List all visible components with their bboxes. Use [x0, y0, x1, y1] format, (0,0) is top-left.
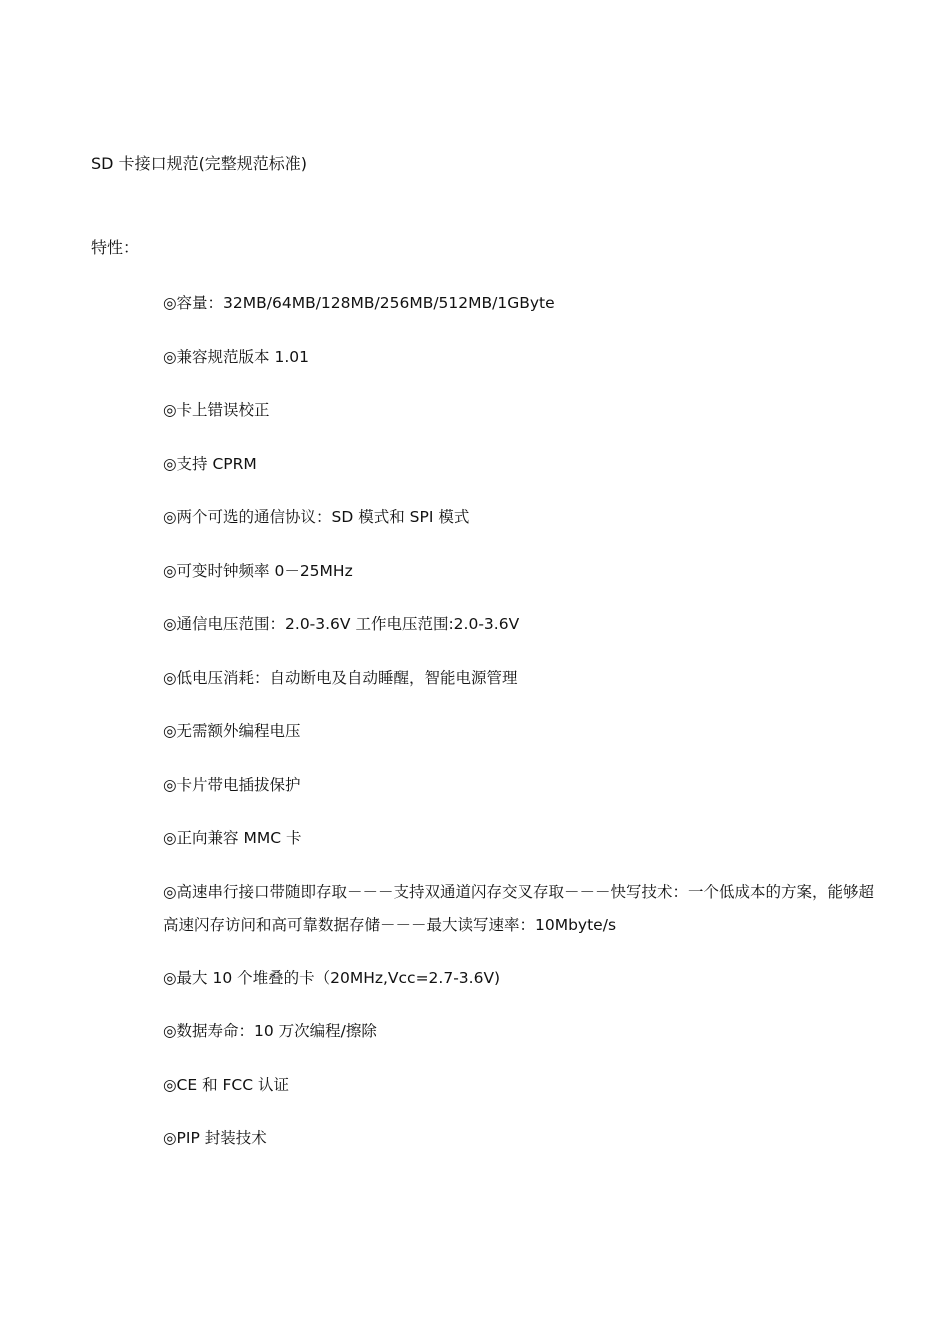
feature-item-hot-plug: ◎卡片带电插拔保护: [163, 775, 301, 794]
feature-item-pip: ◎PIP 封装技术: [163, 1129, 267, 1147]
feature-item-low-power: ◎低电压消耗：自动断电及自动睡醒，智能电源管理: [163, 668, 518, 687]
feature-item-certification: ◎CE 和 FCC 认证: [163, 1075, 289, 1094]
feature-item-voltage: ◎通信电压范围：2.0-3.6V 工作电压范围:2.0-3.6V: [163, 615, 520, 633]
feature-item-cprm: ◎支持 CPRM: [163, 454, 257, 473]
feature-item-capacity: ◎容量：32MB/64MB/128MB/256MB/512MB/1GByte: [163, 294, 555, 312]
feature-item-mmc-compat: ◎正向兼容 MMC 卡: [163, 829, 302, 847]
feature-item-high-speed: ◎高速串行接口带随即存取－－－支持双通道闪存交叉存取－－－快写技术：一个低成本的方案，能够超高速闪存访问和高可靠数据存储－－－最大读写速率：10Mbyte/s: [163, 882, 875, 934]
feature-list: [163, 291, 883, 1180]
feature-item-endurance: ◎数据寿命：10 万次编程/擦除: [163, 1022, 377, 1040]
section-heading-features: 特性：: [91, 238, 140, 257]
feature-item-stacking: ◎最大 10 个堆叠的卡（20MHz,Vcc=2.7-3.6V): [163, 968, 501, 987]
document-title: SD 卡接口规范(完整规范标准): [91, 154, 308, 173]
feature-item-programming-voltage: ◎无需额外编程电压: [163, 722, 301, 740]
feature-item-clock: ◎可变时钟频率 0－25MHz: [163, 561, 353, 580]
feature-item-spec-version: ◎兼容规范版本 1.01: [163, 347, 309, 366]
feature-item-protocols: ◎两个可选的通信协议：SD 模式和 SPI 模式: [163, 508, 470, 526]
feature-item-error-correction: ◎卡上错误校正: [163, 401, 270, 419]
